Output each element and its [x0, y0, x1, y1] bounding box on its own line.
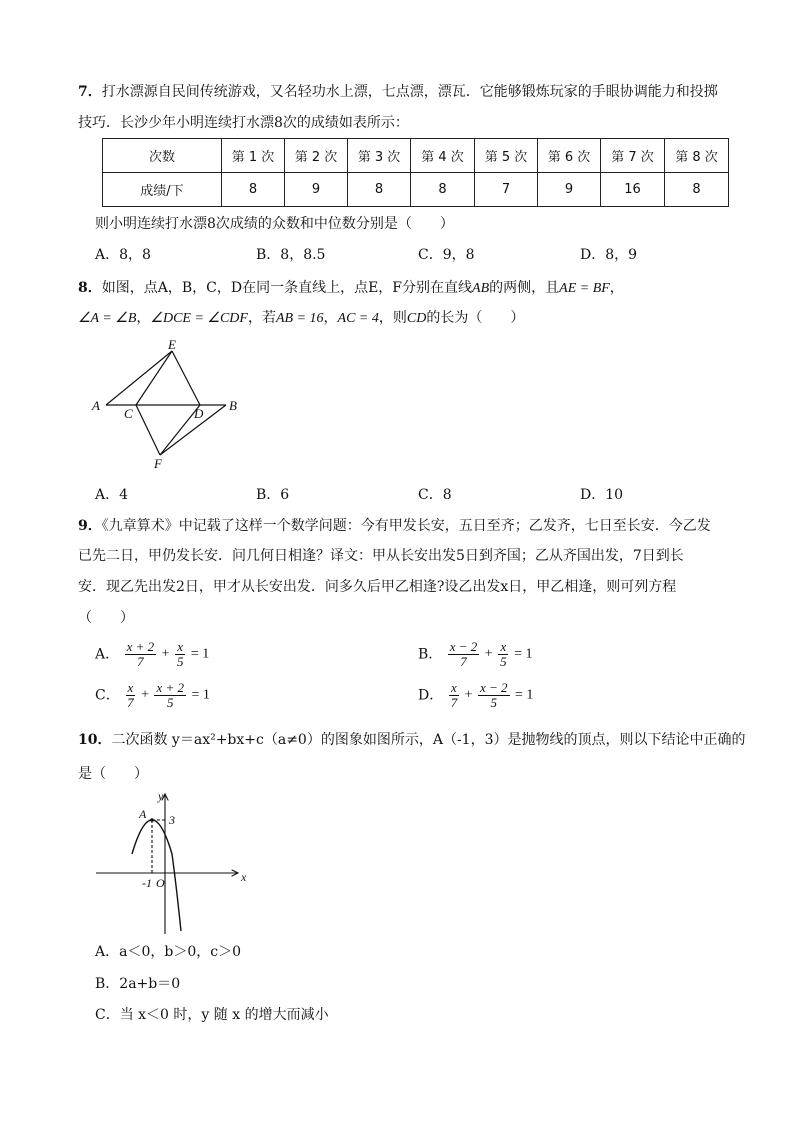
segment-ae [106, 351, 172, 405]
table-row [103, 139, 729, 173]
table-cell: 第 2 次 [285, 139, 348, 173]
q7-number: 7． [78, 84, 102, 100]
label-origin: O [156, 876, 165, 890]
q8-geometry-figure [88, 338, 248, 473]
label-x: x [241, 870, 247, 884]
q7-question: 则小明连续打水漂8次成绩的众数和中位数分别是（ ） [95, 216, 454, 232]
q8-number: 8． [78, 280, 102, 296]
table-cell: 第 4 次 [411, 139, 475, 173]
q7-line1: 7．打水漂源自民间传统游戏，又名轻功水上漂，七点漂，漂瓦．它能够锻炼玩家的手眼协调能力和投掷 [78, 84, 718, 100]
table-cell: 第 5 次 [475, 139, 538, 173]
q10-option-b: B．2a+b＝0 [95, 976, 181, 992]
table-cell: 8 [665, 173, 729, 207]
q7-option-d: D．8，9 [580, 247, 638, 263]
table-cell: 8 [222, 173, 285, 207]
table-cell: 第 7 次 [601, 139, 665, 173]
q9-option-b: B． $\frac{x - 2}{7}$ + $\frac{x}{5}$ = 1 [418, 639, 533, 669]
table-row [103, 173, 729, 207]
q10-option-c: C．当 x＜0 时，y 随 x 的增大而减小 [95, 1007, 329, 1023]
q7-option-c: C．9，8 [418, 247, 475, 263]
q9-line4: （ ） [78, 610, 134, 626]
q9-option-d: D． $\frac{x}{7}$ + $\frac{x - 2}{5}$ = 1 [418, 680, 534, 710]
segment-cf [136, 405, 160, 455]
label-minus-one: -1 [142, 876, 152, 890]
q8-option-d: D．10 [580, 487, 624, 503]
label-vertex-a: A [139, 807, 147, 821]
label-e: E [168, 338, 176, 352]
q9-line1: 9．《九章算术》中记载了这样一个数学问题：今有甲发长安，五日至齐；乙发齐，七日至长安．今乙发 [78, 518, 711, 534]
segment-ce [136, 351, 172, 405]
q8-option-c: C．8 [418, 487, 452, 503]
q10-line2: 是（ ） [78, 766, 148, 782]
table-cell: 9 [538, 173, 601, 207]
fraction: $\frac{x + 2}{5}$ [156, 680, 185, 710]
vertex-point [150, 818, 154, 822]
q9-option-a: A． $\frac{x + 2}{7}$ + $\frac{x}{5}$ = 1 [95, 639, 210, 669]
fraction: $\frac{x}{5}$ [176, 639, 184, 669]
table-cell: 第 3 次 [348, 139, 411, 173]
segment-fb [160, 405, 226, 455]
label-d: D [194, 406, 204, 421]
table-cell: 第 6 次 [538, 139, 601, 173]
label-b: B [229, 398, 237, 413]
fraction: $\frac{x + 2}{7}$ [126, 639, 155, 669]
q10-parabola-graph [92, 788, 254, 938]
q10-option-a: A．a＜0，b＞0，c＞0 [95, 944, 241, 960]
table-cell: 8 [411, 173, 475, 207]
q10-number: 10． [78, 732, 112, 748]
table-cell: 第 1 次 [222, 139, 285, 173]
table-cell: 7 [475, 173, 538, 207]
q7-score-table [102, 138, 729, 207]
q9-option-c: C． $\frac{x}{7}$ + $\frac{x + 2}{5}$ = 1 [95, 680, 210, 710]
q8-option-a: A．4 [95, 487, 129, 503]
q10-line1: 10．二次函数 y＝ax²+bx+c（a≠0）的图象如图所示，A（-1，3）是抛物线的顶点，则以下结论中正确的 [78, 732, 746, 748]
fraction: $\frac{x}{5}$ [500, 639, 507, 669]
label-f: F [154, 456, 162, 471]
table-cell: 9 [285, 173, 348, 207]
table-cell: 16 [601, 173, 665, 207]
q8-line2: ∠A = ∠B，∠DCE = ∠CDF，若AB = 16，AC = 4，则CD的长为（ ） [78, 310, 525, 326]
label-three: 3 [169, 813, 175, 827]
label-c: C [124, 406, 133, 421]
segment-ed [172, 351, 200, 405]
table-cell: 成绩/下 [103, 173, 222, 207]
q9-line3: 安．现乙先出发2日，甲才从长安出发．问多久后甲乙相逢?设乙出发x日，甲乙相逢，则可列方程 [78, 579, 677, 595]
fraction: $\frac{x}{7}$ [127, 680, 134, 710]
q7-option-b: B．8，8.5 [256, 247, 326, 263]
fraction: $\frac{x - 2}{5}$ [480, 680, 508, 710]
q9-number: 9． [78, 518, 102, 534]
table-cell: 8 [348, 173, 411, 207]
fraction: $\frac{x - 2}{7}$ [449, 639, 478, 669]
label-a: A [92, 398, 100, 413]
table-cell: 第 8 次 [665, 139, 729, 173]
q8-line1: 8．如图，点A，B，C，D在同一条直线上，点E，F分别在直线AB的两侧，且AE = BF， [78, 280, 624, 296]
table-cell: 次数 [103, 139, 222, 173]
q9-line2: 已先二日，甲仍发长安．问几何日相逢？译文：甲从长安出发5日到齐国；乙从齐国出发，7日到长 [78, 548, 684, 564]
q7-line2: 技巧．长沙少年小明连续打水漂8次的成绩如表所示： [78, 115, 409, 131]
q8-option-b: B．6 [256, 487, 290, 503]
label-y: y [158, 789, 164, 803]
fraction: $\frac{x}{7}$ [450, 680, 458, 710]
q7-option-a: A．8，8 [95, 247, 151, 263]
